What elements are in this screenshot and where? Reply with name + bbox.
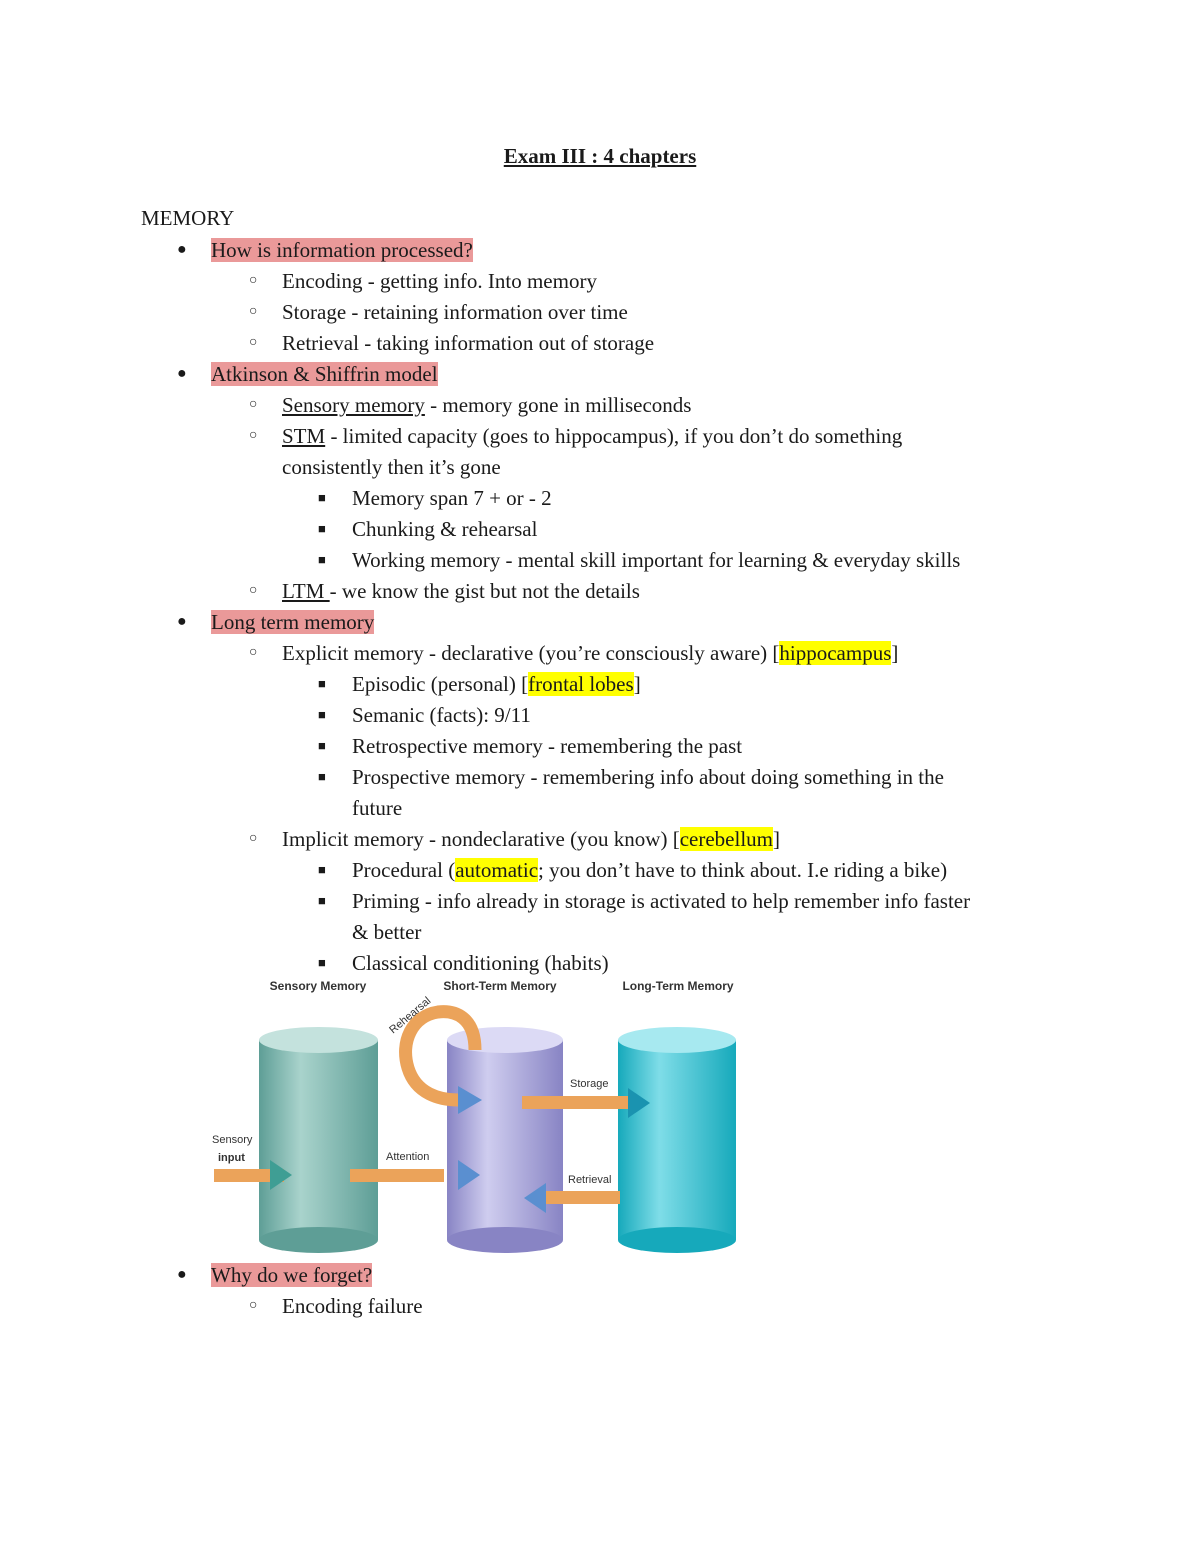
bullet-square: ■ — [318, 893, 326, 908]
bullet-ltm: LTM - we know the gist but not the details — [282, 579, 640, 603]
bullet-dot: ● — [177, 613, 187, 630]
bullet-square: ■ — [318, 490, 326, 505]
bullet-semantic: Semanic (facts): 9/11 — [352, 703, 531, 727]
bullet-circle: ○ — [249, 645, 258, 660]
stm-label: Short-Term Memory — [443, 979, 557, 993]
section-heading: MEMORY — [141, 206, 235, 230]
bullet-working-memory: Working memory - mental skill important for learning & everyday skills — [352, 548, 961, 572]
bullet-dot: ● — [177, 241, 187, 258]
bullet-procedural: Procedural (automatic; you don’t have to think about. I.e riding a bike) — [352, 858, 948, 882]
retrieval-label: Retrieval — [568, 1174, 612, 1186]
bullet-explicit-memory: Explicit memory - declarative (you’re consciously aware) [hippocampus] — [282, 641, 899, 665]
bullet-stm: STM - limited capacity (goes to hippocampus), if you don’t do something — [282, 424, 903, 448]
storage-arrow — [522, 1096, 630, 1109]
bullet-square: ■ — [318, 955, 326, 970]
bullet-square: ■ — [318, 862, 326, 877]
bullet-stm-continued: consistently then it’s gone — [282, 455, 501, 479]
bullet-square: ■ — [318, 552, 326, 567]
bullet-square: ■ — [318, 707, 326, 722]
stm-cylinder — [447, 1027, 563, 1253]
bullet-dot: ● — [177, 365, 187, 382]
attention-label: Attention — [386, 1151, 430, 1163]
sensory-memory-cylinder — [259, 1027, 378, 1253]
ltm-cylinder — [618, 1027, 736, 1253]
bullet-circle: ○ — [249, 1298, 258, 1313]
bullet-dot: ● — [177, 1266, 187, 1283]
bullet-circle: ○ — [249, 304, 258, 319]
sensory-input-label-1: Sensory — [212, 1134, 253, 1146]
bullet-square: ■ — [318, 769, 326, 784]
bullet-implicit-memory: Implicit memory - nondeclarative (you know) [cerebellum] — [282, 827, 780, 851]
bullet-storage: Storage - retaining information over time — [282, 300, 628, 324]
bullet-square: ■ — [318, 676, 326, 691]
bullet-retrieval: Retrieval - taking information out of storage — [282, 331, 655, 355]
sensory-memory-label: Sensory Memory — [269, 979, 367, 993]
ltm-label: Long-Term Memory — [622, 979, 734, 993]
bullet-square: ■ — [318, 738, 326, 753]
bullet-long-term-memory: Long term memory — [211, 610, 375, 634]
sensory-input-label-2: input — [218, 1152, 245, 1164]
bullet-encoding: Encoding - getting info. Into memory — [282, 269, 597, 293]
bullet-circle: ○ — [249, 397, 258, 412]
bullet-circle: ○ — [249, 335, 258, 350]
bullet-circle: ○ — [249, 583, 258, 598]
bullet-why-forget: Why do we forget? — [211, 1263, 373, 1287]
storage-label: Storage — [570, 1078, 609, 1090]
bullet-circle: ○ — [249, 831, 258, 846]
bullet-prospective-continued: future — [352, 796, 403, 820]
rehearsal-label: Rehearsal — [387, 994, 434, 1037]
page-title: Exam III : 4 chapters — [503, 144, 697, 168]
memory-model-diagram — [200, 972, 760, 1262]
bullet-circle: ○ — [249, 428, 258, 443]
bullet-priming: Priming - info already in storage is activated to help remember info faster — [352, 889, 971, 913]
bullet-memory-span: Memory span 7 + or - 2 — [352, 486, 552, 510]
bullet-priming-continued: & better — [352, 920, 422, 944]
attention-arrow — [350, 1169, 444, 1182]
bullet-square: ■ — [318, 521, 326, 536]
bullet-prospective: Prospective memory - remembering info about doing something in the — [352, 765, 944, 789]
retrieval-arrow — [544, 1191, 620, 1204]
bullet-classical-conditioning: Classical conditioning (habits) — [352, 951, 609, 975]
bullet-question-processing: How is information processed? — [211, 238, 473, 262]
bullet-sensory-memory: Sensory memory - memory gone in milliseconds — [282, 393, 692, 417]
bullet-chunking: Chunking & rehearsal — [352, 517, 538, 541]
bullet-encoding-failure: Encoding failure — [282, 1294, 423, 1318]
bullet-episodic: Episodic (personal) [frontal lobes] — [352, 672, 641, 696]
bullet-retrospective: Retrospective memory - remembering the past — [352, 734, 743, 758]
bullet-circle: ○ — [249, 273, 258, 288]
bullet-atkinson-model: Atkinson & Shiffrin model — [211, 362, 438, 386]
